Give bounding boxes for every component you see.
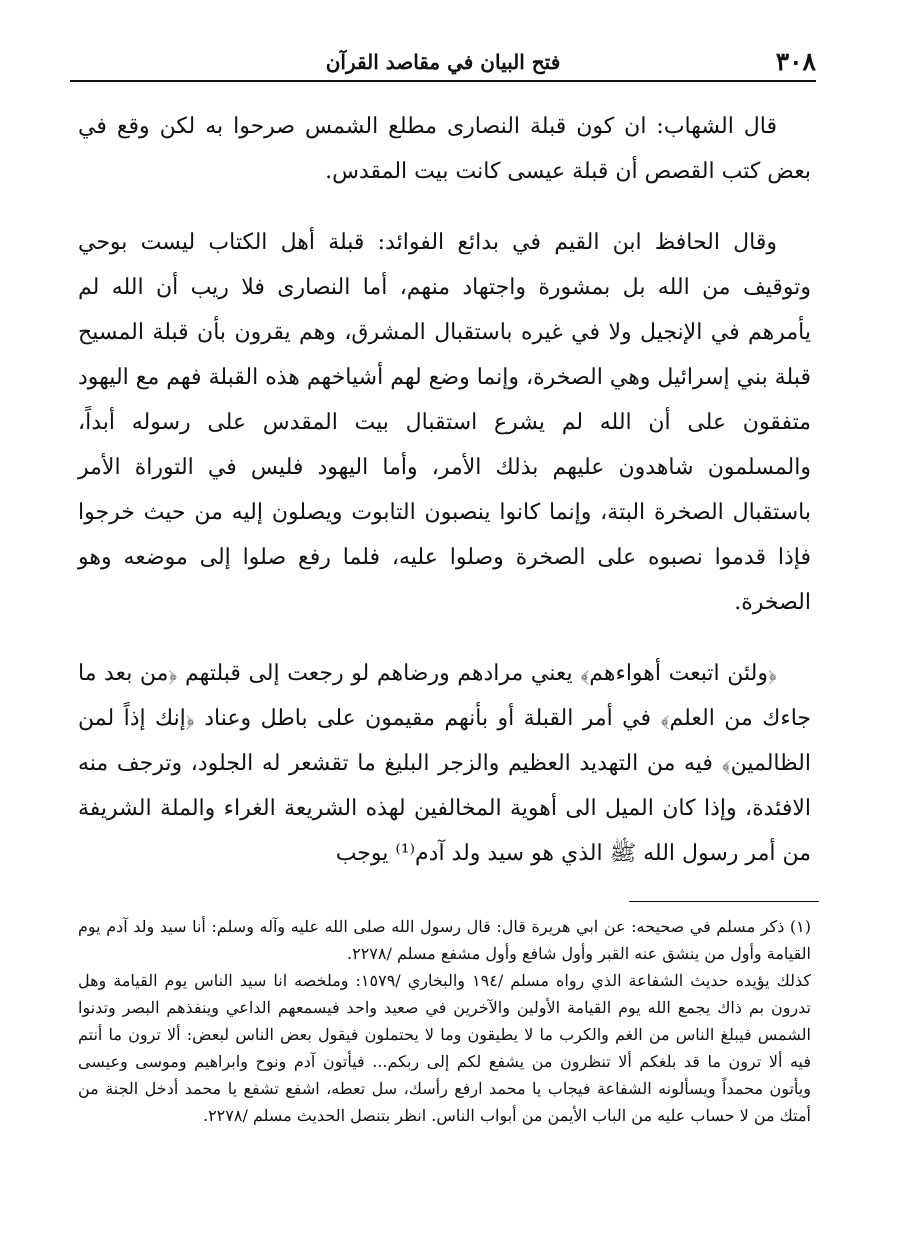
- running-title: فتح البيان في مقاصد القرآن: [325, 50, 561, 74]
- paragraph-ibn-qayyim: وقال الحافظ ابن القيم في بدائع الفوائد: قبلة أهل الكتاب ليست بوحي وتوقيف من الله بل بمشورة واجتهاد منهم، أما النصارى فلا ريب أن الله لم يأمرهم في الإنجيل ولا في غيره باستقبال المشرق، وهم يقرون بأن قبلة المسيح قبلة بني إسرائيل وهي الصخرة، وإنما وضع لهم أشياخهم هذه القبلة فهم مع اليهود متفقون على أن الله لم يشرع استقبال بيت المقدس على رسوله أبداً، والمسلمون شاهدون عليهم بذلك الأمر، وأما اليهود فليس في التوراة الأمر باستقبال الصخرة البتة، وإنما كانوا ينصبون التابوت ويصلون إليه من حيث خرجوا فإذا قدموا نصبوه على الصخرة وصلوا عليه، فلما رفع صلوا إلى موضعه وهو الصخرة.: [78, 230, 811, 615]
- page-header: [70, 40, 816, 82]
- footnote-1: (١) ذكر مسلم في صحيحه: عن ابي هريرة قال: قال رسول الله صلى الله عليه وآله وسلم: أنا سيد ولد آدم يوم القيامة وأول من ينشق عنه القبر وأول شافع وأول مشفع مسلم /٢٢٧٨.: [78, 917, 811, 963]
- page-number: ٣٠٨: [775, 47, 816, 76]
- footnote-continuation: كذلك يؤيده حديث الشفاعة الذي رواه مسلم /١٩٤ والبخاري /١٥٧٩: وملخصه انا سيد الناس يوم القيامة وهل تدرون بم ذاك يجمع الله يوم القيامة الأولين والآخرين في صعيد واحد فيسمعهم الداعي وينفذهم البصر وتدنوا الشمس فيبلغ الناس من الغم والكرب ما لا يطيقون وما لا يحتملون فيقول بعض الناس لبعض: ألا ترون ما أنتم فيه ألا ترون ما قد بلغكم ألا تنظرون من يشفع لكم إلى ربكم... فيأتون آدم ونوح وابراهيم وموسى وعيسى ويأتون محمداً ويسألونه الشفاعة فيجاب يا محمد ارفع رأسك، سل تعطه، اشفع تشفع يا محمد أدخل الجنة من أمتك من لا حساب عليه من الباب الأيمن من أبواب الناس. انظر بتنصل الحديث مسلم /٢٢٧٨.: [78, 971, 812, 1125]
- paragraph-quran-commentary: ﴿ولئن اتبعت أهواءهم﴾ يعني مرادهم ورضاهم لو رجعت إلى قبلتهم ﴿من بعد ما جاءك من العلم﴾ في أمر القبلة أو بأنهم مقيمون على باطل وعناد ﴿إنك إذاً لمن الظالمين﴾ فيه من التهديد العظيم والزجر البليغ ما تقشعر له الجلود، وترجف منه الافئدة، وإذا كان الميل الى أهوية المخالفين لهذه الشريعة الغراء والملة الشريفة من أمر رسول الله ﷺ الذي هو سيد ولد آدم⁽¹⁾ يوجب: [78, 661, 811, 866]
- main-text: [78, 104, 811, 876]
- footnote-divider: [629, 901, 819, 902]
- footnotes: [78, 913, 811, 1129]
- paragraph-shihab: قال الشهاب: ان كون قبلة النصارى مطلع الشمس صرحوا به لكن وقع في بعض كتب القصص أن قبلة عيسى كانت بيت المقدس.: [78, 114, 811, 184]
